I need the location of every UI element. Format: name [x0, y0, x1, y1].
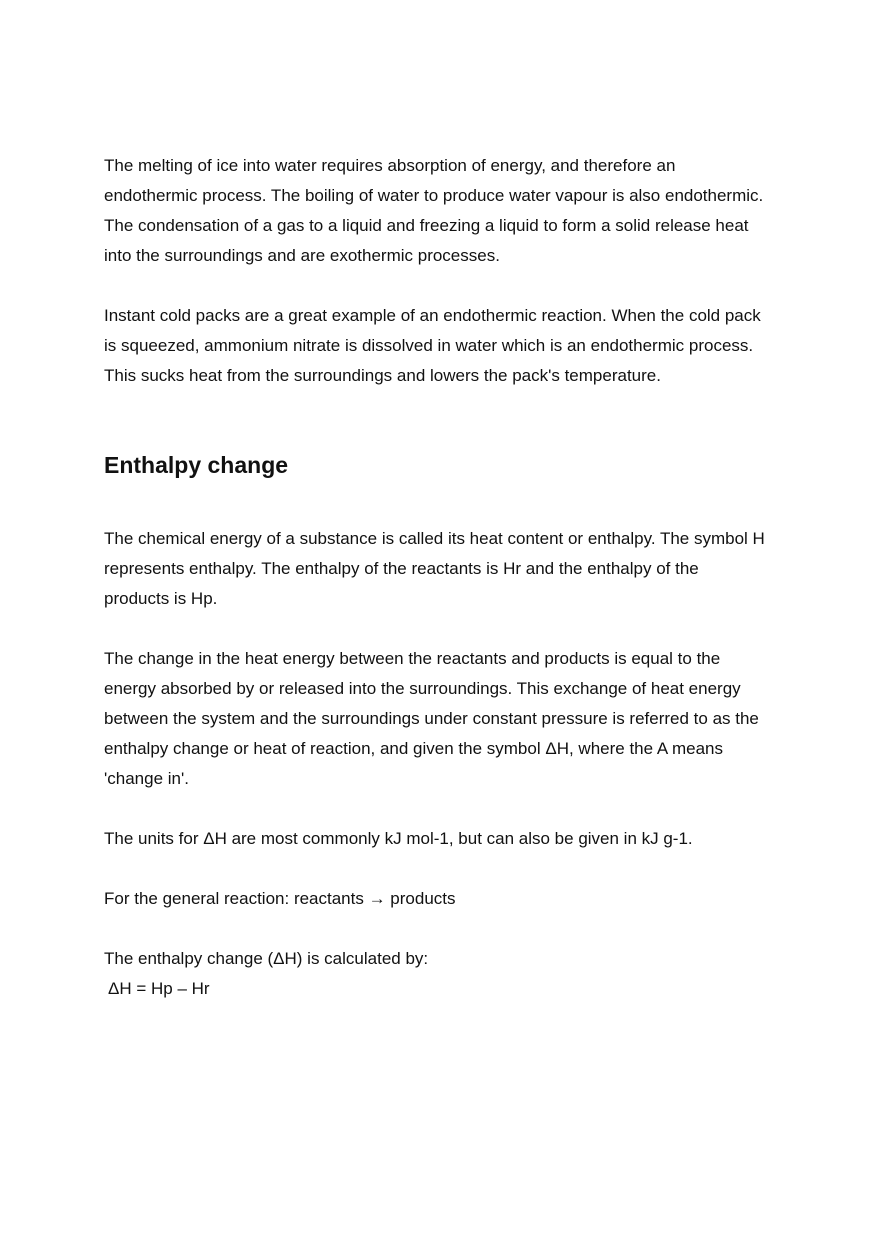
document-page — [104, 151, 794, 1004]
paragraph-heat-energy-change: The change in the heat energy between the reactants and products is equal to the energy absorbed by or released into the surroundings. This exchange of heat energy between the system and the surroundings under constant pressure is referred to as the enthalpy change or heat of reaction, and given the symbol ΔH, where the A means 'change in'. — [104, 649, 759, 788]
paragraph-calculated-by: The enthalpy change (ΔH) is calculated by: — [104, 949, 429, 968]
paragraph-melting-ice: The melting of ice into water requires absorption of energy, and therefore an endothermic process. The boiling of water to produce water vapour is also endothermic. The condensation of a gas to a liquid and freezing a liquid to form a solid release heat into the surroundings and are exothermic processes. — [104, 156, 764, 265]
enthalpy-formula: ΔH = Hp – Hr — [108, 979, 210, 998]
paragraph-heat-content: The chemical energy of a substance is called its heat content or enthalpy. The symbol H represents enthalpy. The enthalpy of the reactants is Hr and the enthalpy of the products is Hp. — [104, 529, 765, 608]
paragraph-general-reaction: For the general reaction: reactants → products — [104, 889, 456, 908]
paragraph-cold-packs: Instant cold packs are a great example of an endothermic reaction. When the cold pack is squeezed, ammonium nitrate is dissolved in water which is an endothermic process. This sucks heat from the surroundings and lowers the pack's temperature. — [104, 306, 761, 385]
section-heading-enthalpy-change: Enthalpy change — [104, 452, 289, 478]
paragraph-units: The units for ΔH are most commonly kJ mol-1, but can also be given in kJ g-1. — [104, 829, 693, 848]
